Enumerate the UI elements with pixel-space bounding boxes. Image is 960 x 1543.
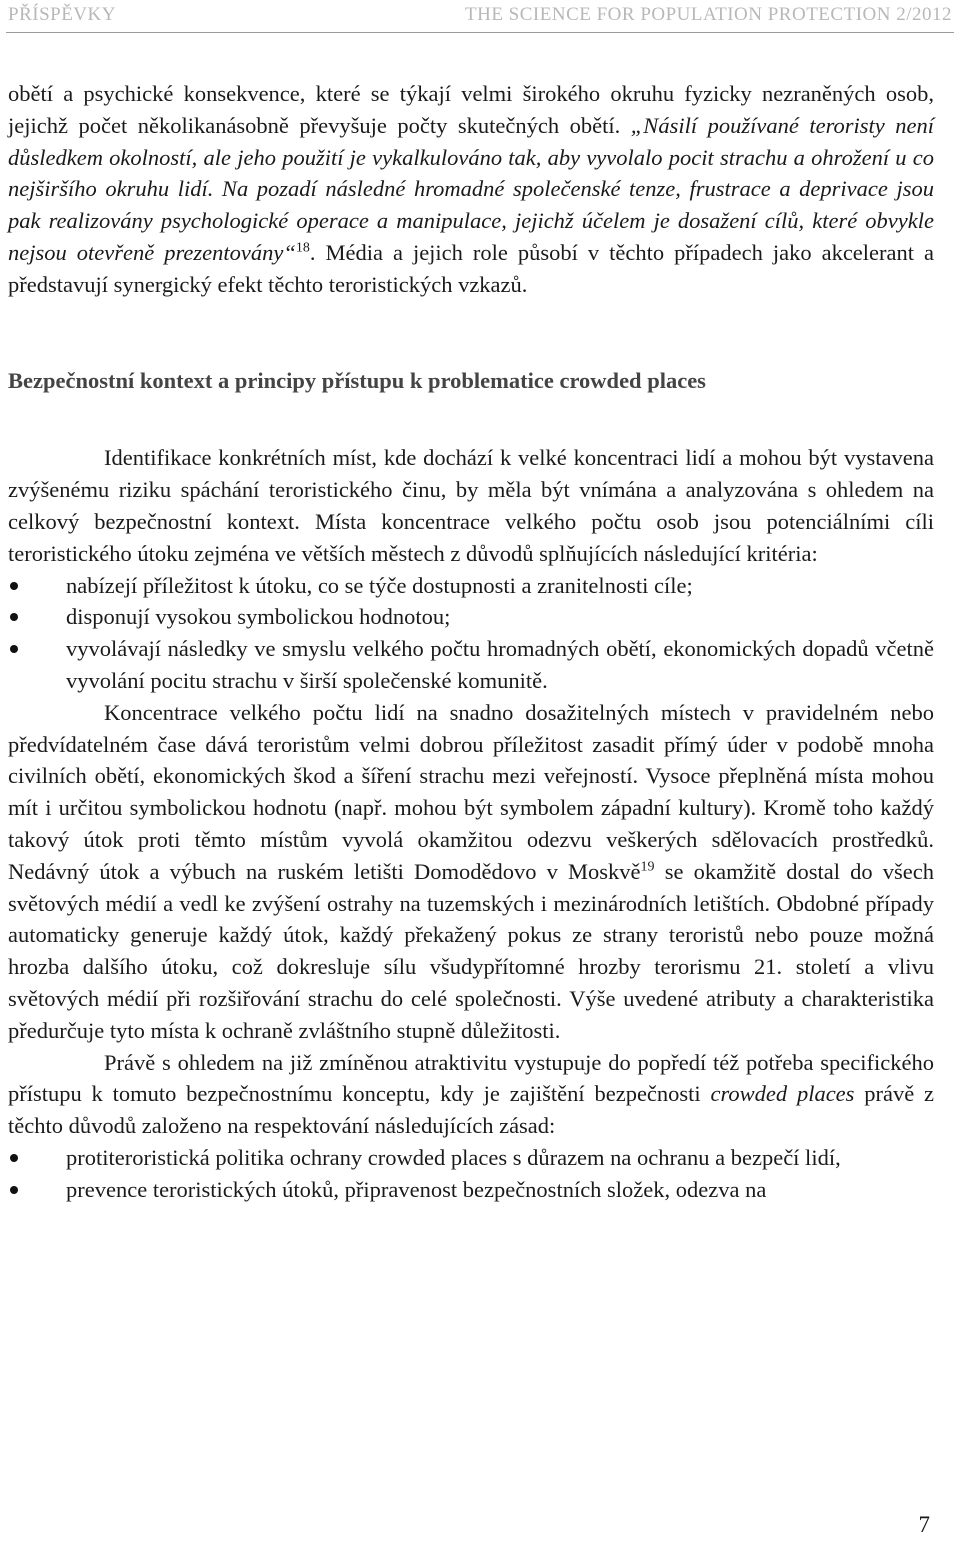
header-section: PŘÍSPĚVKY [8,4,116,25]
header-journal: THE SCIENCE FOR POPULATION PROTECTION 2/2012 [465,4,952,25]
header-rule [6,32,954,33]
bullet-icon [10,1186,18,1194]
quote: „Násilí používané teroristy není důsledkem okolností, ale jeho použití je vykalkulováno tak, aby vyvolalo pocit strachu a ohrožení u co nejširšího okruhu lidí. Na pozadí následné hromadné společenské tenze, frustrace a deprivace jsou pak realizovány psychologické operace a manipulace, jejichž účelem je dosažení cílů, které obvykle nejsou otevřeně prezentovány“ [8,112,934,265]
crowded-places-term: crowded places [710,1081,855,1107]
paragraph-1: obětí a psychické konsekvence, které se týkají velmi širokého okruhu fyzicky nezraněných osob, jejichž počet několikanásobně převyšuje počty skutečných obětí. „Násilí používané teroristy není důsledkem okolností, ale jeho použití je vykalkulováno tak, aby vyvolalo pocit strachu a ohrožení u co nejširšího okruhu lidí. Na pozadí následné hromadné společenské tenze, frustrace a deprivace jsou pak realizovány psychologické operace a manipulace, jejichž účelem je dosažení cílů, které obvykle nejsou otevřeně prezentovány“$^{18}$. Média a jejich role působí v těchto případech jako akcelerant a představují synergický efekt těchto teroristických vzkazů. [8,81,934,297]
page-number: 7 [918,1512,930,1537]
criteria-list [8,570,934,697]
footnote-ref-19: 19 [640,859,655,875]
list-item: protiteroristická politika ochrany crowded places s důrazem na ochranu a bezpečí lidí, [8,1142,934,1174]
page-body [8,78,934,1206]
list-item: prevence teroristických útoků, připravenost bezpečnostních složek, odezva na [8,1174,934,1206]
paragraph-4: Právě s ohledem na již zmíněnou atraktivitu vystupuje do popředí též potřeba specifického přístupu k tomuto bezpečnostnímu konceptu, kdy je zajištění bezpečnosti crowded places právě z těchto důvodů založeno na respektování následujících zásad: [8,1049,935,1139]
list-item: vyvolávají následky ve smyslu velkého počtu hromadných obětí, ekonomických dopadů včetně vyvolání pocitu strachu v širší společenské komunitě. [8,633,934,697]
paragraph-2: Identifikace konkrétních míst, kde dochází k velké koncentraci lidí a mohou být vystavena zvýšenému riziku spáchání teroristického činu, by měla být vnímána a analyzována s ohledem na celkový bezpečnostní kontext. Místa koncentrace velkého počtu osob jsou potenciálními cíli teroristického útoku zejména ve větších městech z důvodů splňujících následující kritéria: [8,445,934,566]
principles-list [8,1142,934,1206]
running-header [8,4,952,26]
bullet-icon [10,582,18,590]
bullet-icon [10,613,18,621]
section-heading: Bezpečnostní kontext a principy přístupu k problematice crowded places [8,367,706,393]
list-item: nabízejí příležitost k útoku, co se týče dostupnosti a zranitelnosti cíle; [8,570,934,602]
list-item: disponují vysokou symbolickou hodnotou; [8,601,934,633]
paragraph-3: Koncentrace velkého počtu lidí na snadno dosažitelných místech v pravidelném nebo předvídatelném čase dává teroristům velmi dobrou příležitost zasadit přímý úder v podobě mnoha civilních obětí, ekonomických škod a šíření strachu mezi veřejností. Vysoce přeplněná místa mohou mít i určitou symbolickou hodnotu (např. mohou být symbolem západní kultury). Kromě toho každý takový útok proti těmto místům vyvolá okamžitou odezvu veškerých sdělovacích prostředků. Nedávný útok a výbuch na ruském letišti Domodědovo v Moskvě$^{19}$ se okamžitě dostal do všech světových médií a vedl ke zvýšení ostrahy na tuzemských i mezinárodních letištích. Obdobné případy automaticky generuje každý útok, každý překažený pokus ze strany teroristů nebo pouze možná hrozba dalšího útoku, což dokresluje sílu všudypřítomné hrozby terorismu 21. století a vlivu světových médií při rozšiřování strachu do celé společnosti. Výše uvedené atributy a charakteristika předurčuje tyto místa k ochraně zvláštního stupně důležitosti. [8,699,934,1043]
bullet-icon [10,645,18,653]
footnote-ref-18: 18 [295,240,310,256]
bullet-icon [10,1154,18,1162]
